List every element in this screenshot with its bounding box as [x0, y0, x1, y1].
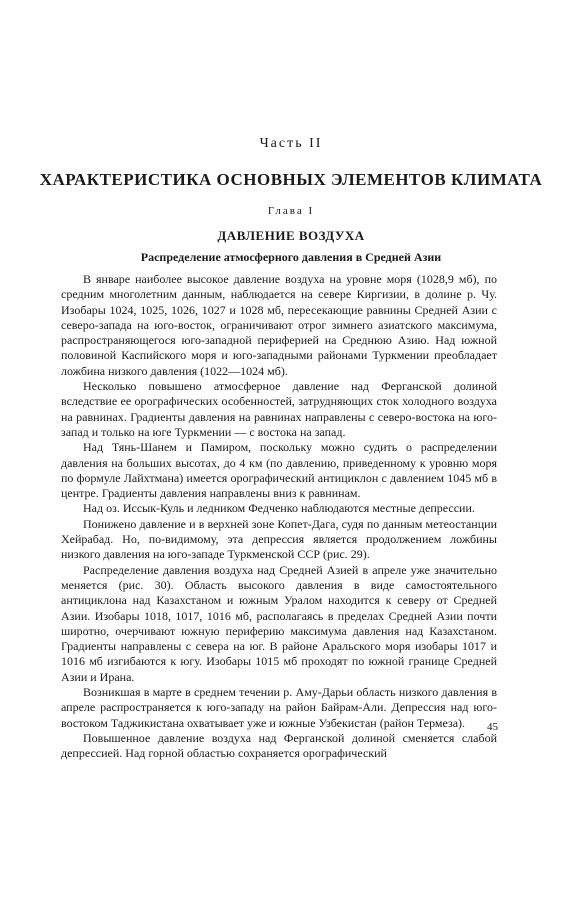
chapter-heading: Глава I — [267, 205, 315, 217]
paragraph: В январе наиболее высокое давление воздуха на уровне моря (1028,9 мб), по средним многолетним данным, наблюдается на севере Киргизии, в долине р. Чу. Изобары 1024, 1025, 1026, 1027 и 1028 мб, пересекающие равнины Средней Азии с северо-запада на юго-восток, ограничивают отрог зимнего азиатского максимума, распространяющегося юго-западной периферией на Среднюю Азию. Над южной половиной Каспийского моря и юго-западными районами Туркмении преобладает ложбина низкого давления (1022—1024 мб). — [61, 272, 497, 378]
paragraph: Возникшая в марте в среднем течении р. Аму-Дарьи область низкого давления в апреле распространяется к юго-западу на район Байрам-Али. Депрессия над юго-востоком Таджикистана охватывает уже и южные Узбекистан (район Термеза). — [61, 685, 497, 730]
paragraph: Над Тянь-Шанем и Памиром, поскольку можно судить о распределении давления на больших высотах, до 4 км (по давлению, приведенному к уровню моря по формуле Лайхтмана) имеется орографический антициклон с давлением 1045 мб в центре. Градиенты давления направлены вниз к равнинам. — [61, 440, 497, 501]
paragraph: Понижено давление и в верхней зоне Копет-Дага, судя по данным метеостанции Хейрабад. Но, по-видимому, эта депрессия является продолжением ложбины низкого давления на юго-западе Туркменской ССР (рис. 29). — [61, 516, 497, 562]
body-text — [61, 272, 497, 762]
page-title: ХАРАКТЕРИСТИКА ОСНОВНЫХ ЭЛЕМЕНТОВ КЛИМАТА — [39, 170, 543, 189]
part-heading: Часть II — [259, 136, 323, 151]
paragraph: Распределение давления воздуха над Средней Азией в апреле уже значительно меняется (рис. 30). Область высокого давления в виде самостоятельного антициклона над Казахстаном и южным Уралом находится к северу от Средней Азии. Изобары 1018, 1017, 1016 мб, располагаясь в пределах Средней Азии почти широтно, очерчивают южную периферию максимума давления над Казахстаном. Градиенты направлены с севера на юг. В районе Аральского моря изобары 1017 и 1016 мб изгибаются к югу. Изобары 1015 мб проходят по южной границе Средней Азии и Ирана. — [61, 562, 497, 684]
paragraph: Повышенное давление воздуха над Ферганской долиной сменяется слабой депрессией. Над горной областью сохраняется орографический — [61, 730, 497, 761]
section-title: Распределение атмосферного давления в Средней Азии — [140, 250, 442, 264]
chapter-title: ДАВЛЕНИЕ ВОЗДУХА — [217, 228, 365, 243]
paragraph: Несколько повышено атмосферное давление над Ферганской долиной вследствие ее орографических особенностей, затрудняющих сток холодного воздуха на равнинах. Градиенты давления на равнинах направлены с северо-востока на юго-запад и только на юге Туркмении — с востока на запад. — [61, 379, 497, 439]
page-number: 45 — [487, 721, 498, 733]
paragraph: Над оз. Иссык-Куль и ледником Федченко наблюдаются местные депрессии. — [83, 501, 475, 516]
